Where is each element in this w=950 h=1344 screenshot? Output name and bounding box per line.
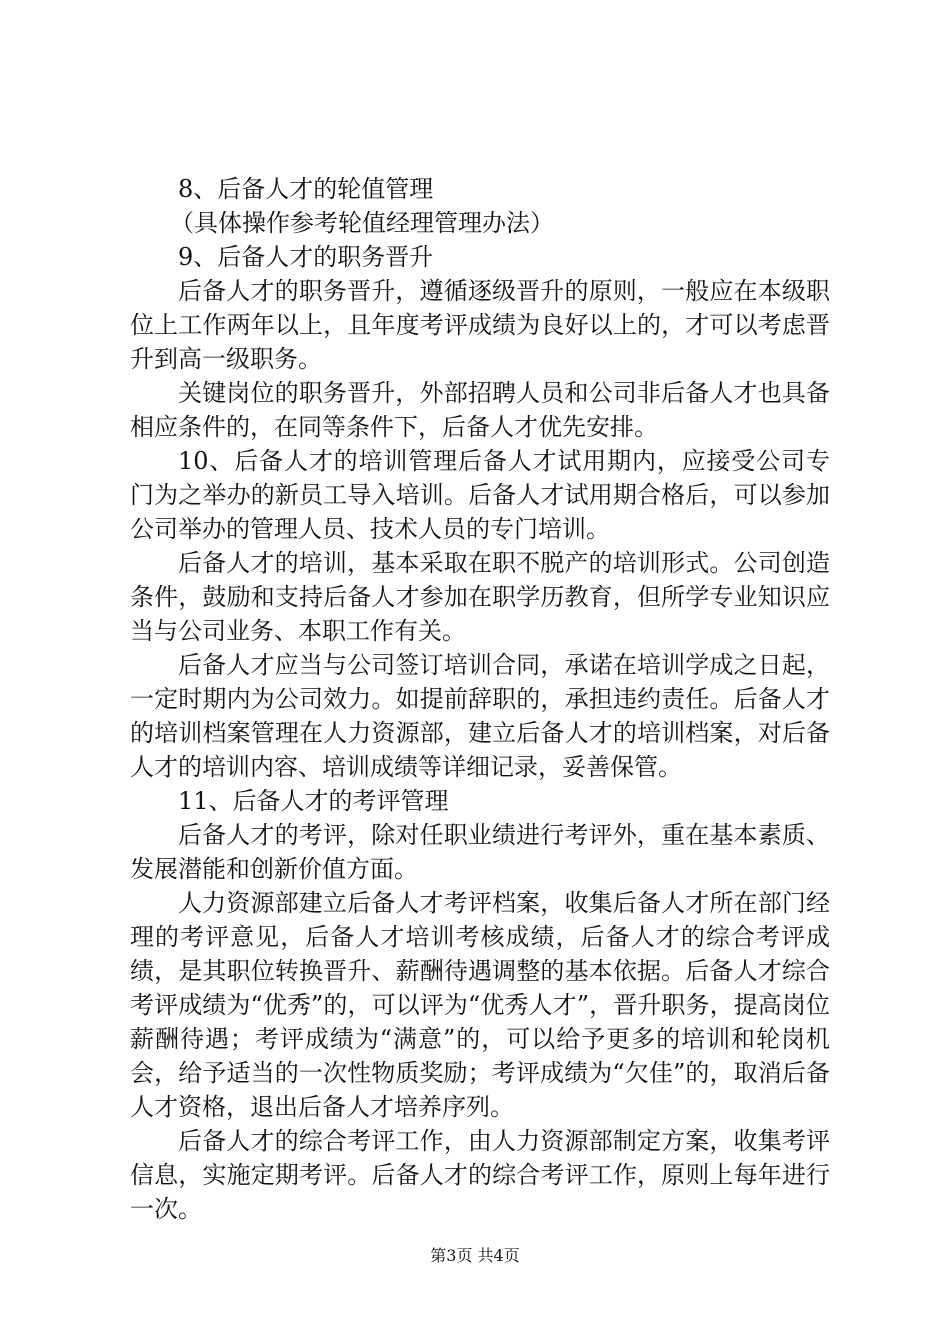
paragraph: 关键岗位的职务晋升，外部招聘人员和公司非后备人才也具备相应条件的，在同等条件下，后备人才优先安排。 [130, 379, 830, 441]
paragraph: 后备人才应当与公司签订培训合同，承诺在培训学成之日起，一定时期内为公司效力。如提前辞职的，承担违约责任。后备人才的培训档案管理在人力资源部，建立后备人才的培训档案，对后备人才的培训内容、培训成绩等详细记录，妥善保管。 [130, 651, 830, 781]
document-body [130, 172, 830, 1226]
section-heading-evaluation: 11、后备人才的考评管理 [178, 787, 449, 815]
paragraph: 后备人才的培训，基本采取在职不脱产的培训形式。公司创造条件，鼓励和支持后备人才参加在职学历教育，但所学专业知识应当与公司业务、本职工作有关。 [130, 549, 830, 645]
page-number-footer: 第3页 共4页 [430, 1246, 520, 1265]
section-heading-rotation: 8、后备人才的轮值管理 [178, 175, 434, 203]
paragraph: 10、后备人才的培训管理后备人才试用期内，应接受公司专门为之举办的新员工导入培训。后备人才试用期合格后，可以参加公司举办的管理人员、技术人员的专门培训。 [130, 447, 830, 543]
paragraph: 后备人才的职务晋升，遵循逐级晋升的原则，一般应在本级职位上工作两年以上，且年度考评成绩为良好以上的，才可以考虑晋升到高一级职务。 [130, 277, 830, 373]
section-note-rotation: （具体操作参考轮值经理管理办法） [170, 209, 554, 237]
paragraph: 后备人才的考评，除对任职业绩进行考评外，重在基本素质、发展潜能和创新价值方面。 [130, 821, 830, 883]
paragraph: 后备人才的综合考评工作，由人力资源部制定方案，收集考评信息，实施定期考评。后备人才的综合考评工作，原则上每年进行一次。 [130, 1127, 830, 1223]
section-heading-promotion: 9、后备人才的职务晋升 [178, 243, 434, 271]
paragraph: 人力资源部建立后备人才考评档案，收集后备人才所在部门经理的考评意见，后备人才培训考核成绩，后备人才的综合考评成绩，是其职位转换晋升、薪酬待遇调整的基本依据。后备人才综合考评成绩为“优秀”的，可以评为“优秀人才”，晋升职务，提高岗位薪酬待遇；考评成绩为“满意”的，可以给予更多的培训和轮岗机会，给予适当的一次性物质奖励；考评成绩为“欠佳”的，取消后备人才资格，退出后备人才培养序列。 [130, 889, 830, 1121]
